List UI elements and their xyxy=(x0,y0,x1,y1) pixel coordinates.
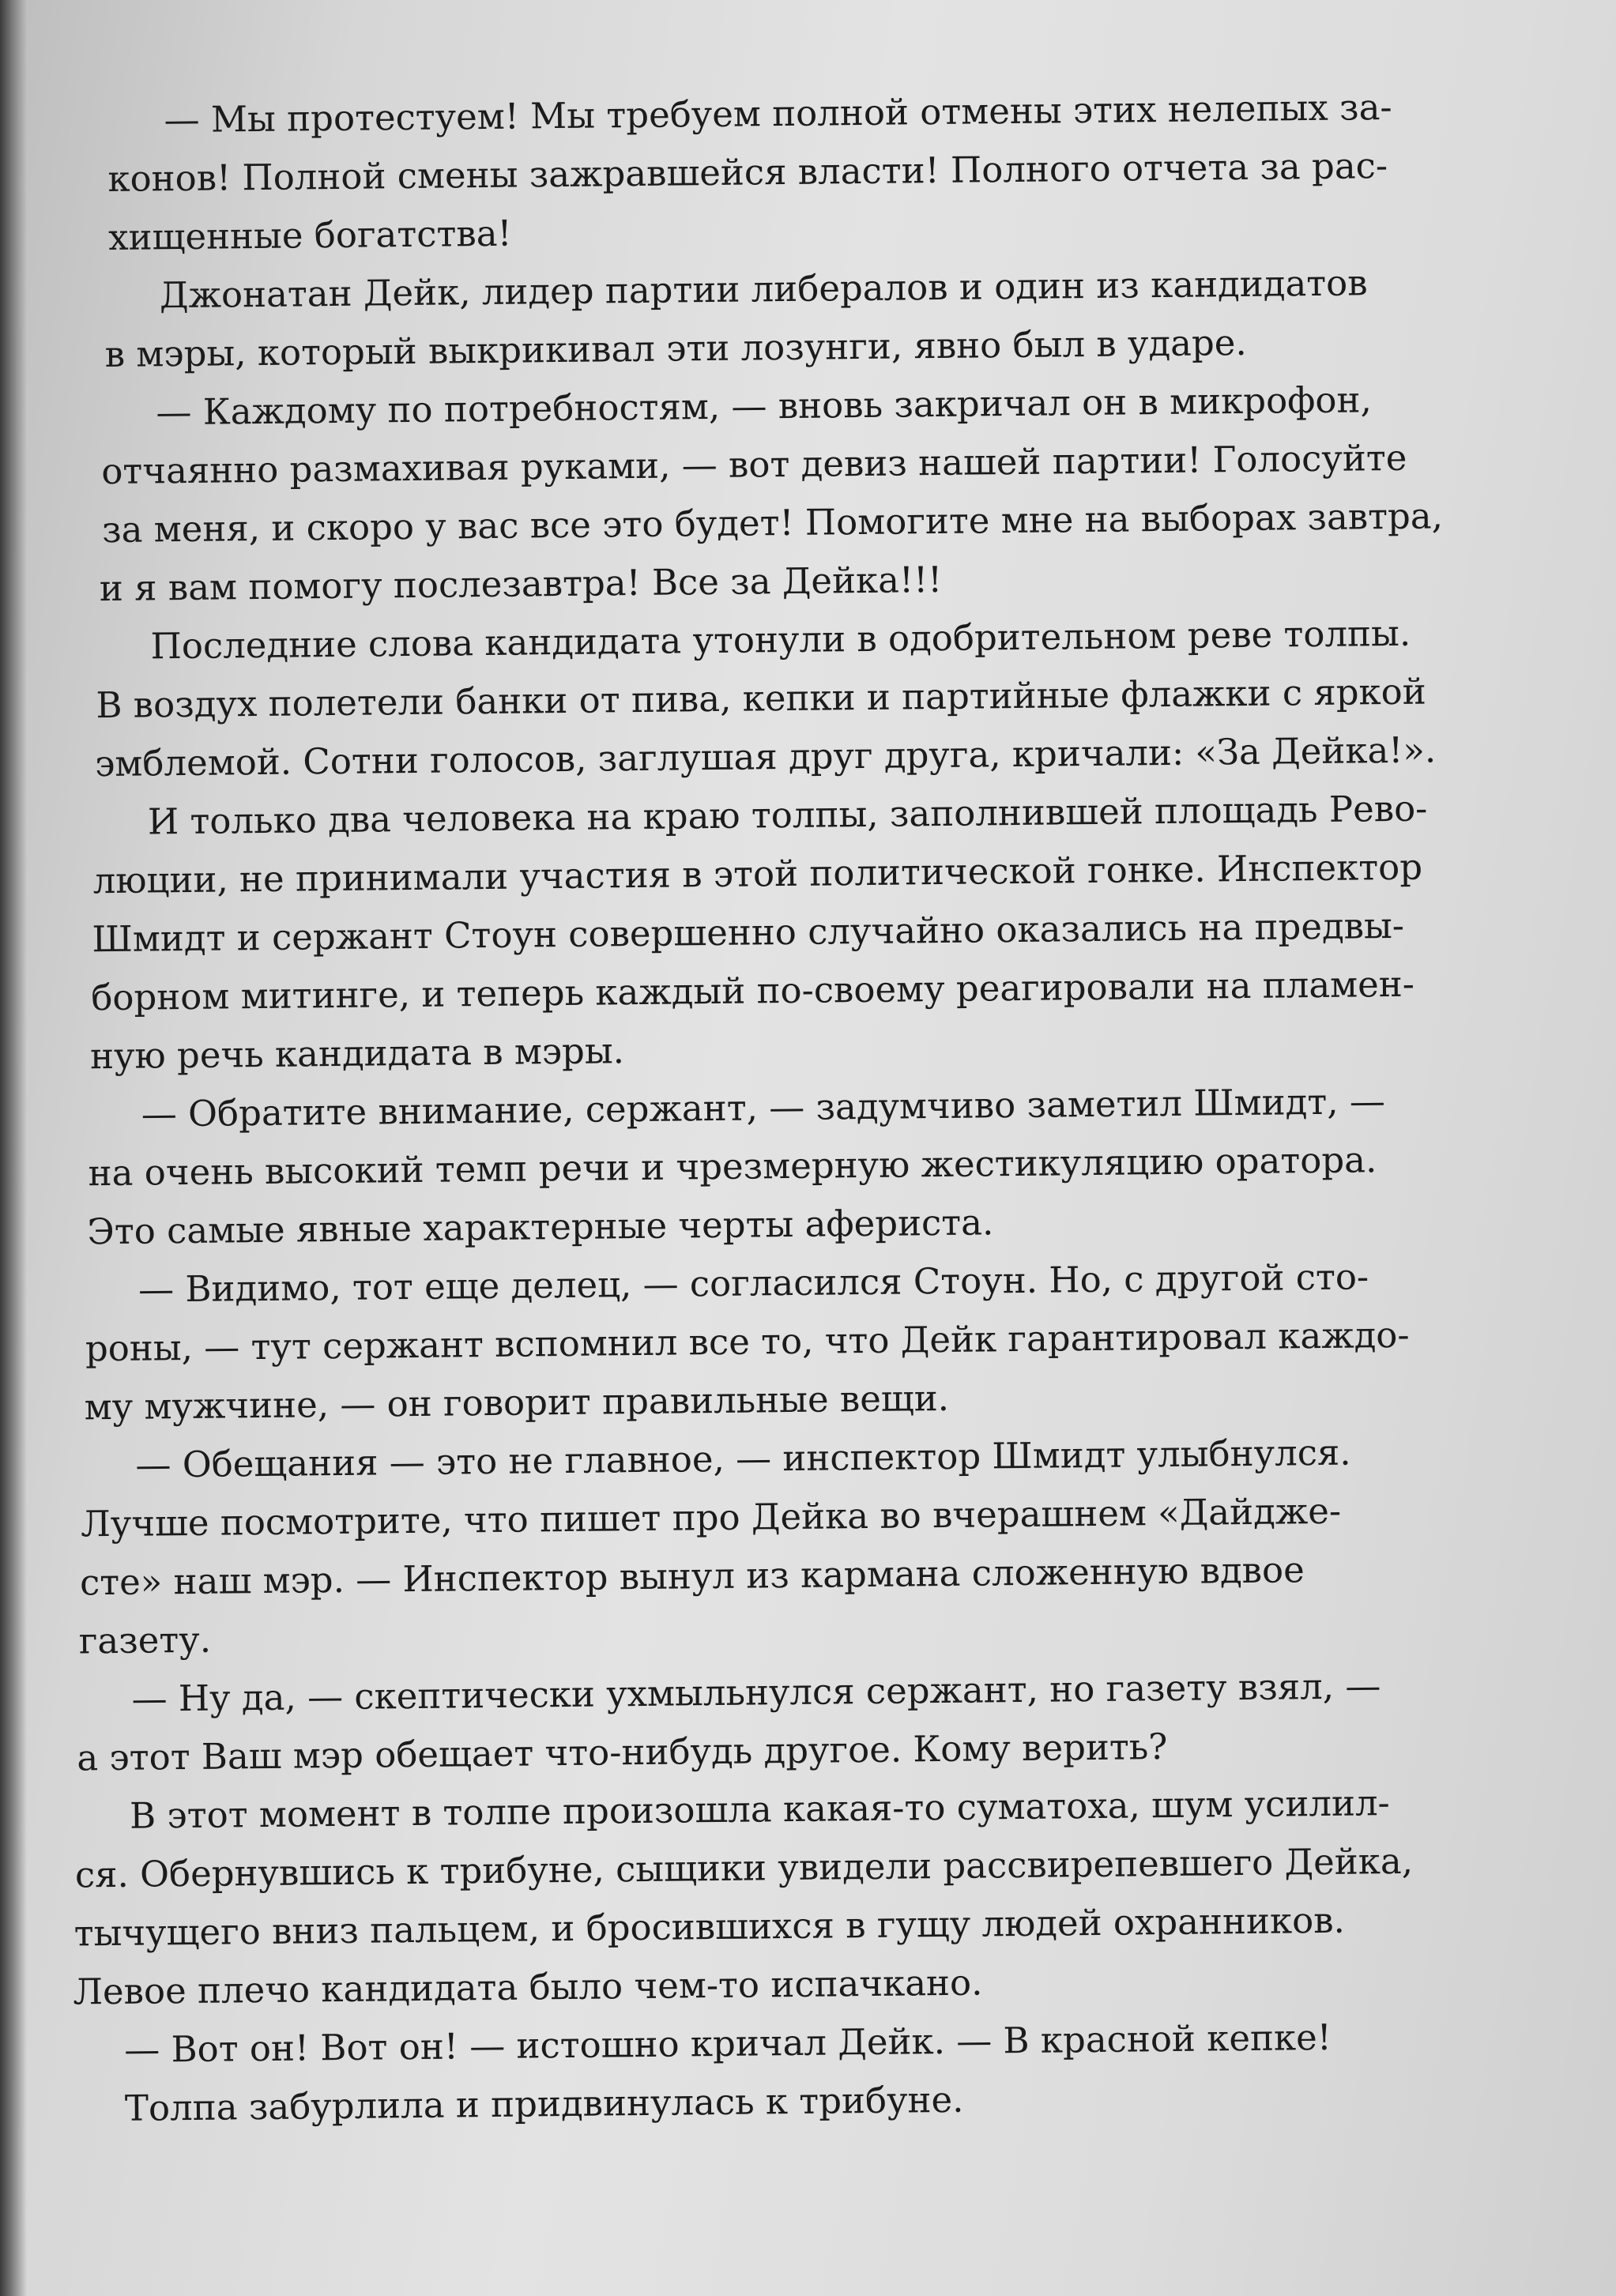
text-line: эмблемой. Сотни голосов, заглушая друг друга, кричали: «За Дейка!». xyxy=(94,728,1437,785)
text-line: в мэры, который выкрикивал эти лозунги, явно был в ударе. xyxy=(104,321,1247,376)
text-line: му мужчине, — он говорит правильные вещи. xyxy=(84,1376,950,1428)
text-line: — Обещания — это не главное, — инспектор Шмидт улыбнулся. xyxy=(135,1431,1351,1486)
text-line: хищенные богатства! xyxy=(107,212,512,258)
text-line: а этот Ваш мэр обещает что-нибудь другое. Кому верить? xyxy=(77,1726,1168,1779)
text-line: ную речь кандидата в мэры. xyxy=(89,1029,625,1078)
text-line: сте» наш мэр. — Инспектор вынул из кармана сложенную вдвое xyxy=(79,1549,1305,1604)
text-line: — Каждому по потребностям, — вновь закричал он в микрофон, xyxy=(156,378,1373,434)
text-line: газету. xyxy=(78,1618,212,1662)
text-line: Джонатан Дейк, лидер партии либералов и один из кандидатов xyxy=(159,262,1368,317)
text-line: — Обратите внимание, сержант, — задумчиво заметил Шмидт, — xyxy=(141,1080,1386,1135)
text-line: — Видимо, тот еще делец, — согласился Стоун. Но, с другой сто- xyxy=(137,1255,1369,1311)
text-line: И только два человека на краю толпы, заполнившей площадь Рево- xyxy=(147,787,1428,843)
text-line: люции, не принимали участия в этой политической гонке. Инспектор xyxy=(92,845,1423,902)
text-line: за меня, и скоро у вас все это будет! Помогите мне на выборах завтра, xyxy=(101,495,1444,551)
text-line: Это самые явные характерные черты афериста. xyxy=(87,1201,994,1253)
text-line: В воздух полетели банки от пива, кепки и партийные флажки с яркой xyxy=(96,670,1426,727)
text-line: Левое плечо кандидата было чем-то испачкано. xyxy=(73,1961,983,2013)
text-line: роны, — тут сержант вспомнил все то, что Дейк гарантировал каждо- xyxy=(85,1313,1410,1370)
text-line: Шмидт и сержант Стоун совершенно случайно оказались на предвы- xyxy=(92,904,1405,961)
text-line: Последние слова кандидата утонули в одобрительном реве толпы. xyxy=(150,612,1411,668)
text-line: В этот момент в толпе произошла какая-то суматоха, шум усилил- xyxy=(129,1782,1390,1837)
text-line: и я вам помогу послезавтра! Все за Дейка!!! xyxy=(99,558,943,610)
text-line: на очень высокий темп речи и чрезмерную жестикуляцию оратора. xyxy=(88,1139,1377,1195)
text-line: — Вот он! Вот он! — истошно кричал Дейк. — В красной кепке! xyxy=(123,2016,1332,2071)
text-line: отчаянно размахивая руками, — вот девиз нашей партии! Голосуйте xyxy=(101,436,1407,493)
text-line: — Ну да, — скептически ухмыльнулся сержант, но газету взял, — xyxy=(131,1665,1381,1720)
page-text xyxy=(0,85,1616,2250)
text-line: Лучше посмотрите, что пишет про Дейка во вчерашнем «Дайдже- xyxy=(80,1489,1342,1545)
text-line: ся. Обернувшись к трибуне, сыщики увидели рассвирепевшего Дейка, xyxy=(74,1839,1414,1896)
text-line: Толпа забурлила и придвинулась к трибуне. xyxy=(124,2078,964,2129)
text-line: конов! Полной смены зажравшейся власти! Полного отчета за рас- xyxy=(107,145,1388,200)
text-line: борном митинге, и теперь каждый по-своему реагировали на пламен- xyxy=(91,962,1415,1019)
text-line: — Мы протестуем! Мы требуем полной отмены этих нелепых за- xyxy=(164,85,1392,141)
text-line: тычущего вниз пальцем, и бросившихся в гущу людей охранников. xyxy=(73,1899,1346,1955)
